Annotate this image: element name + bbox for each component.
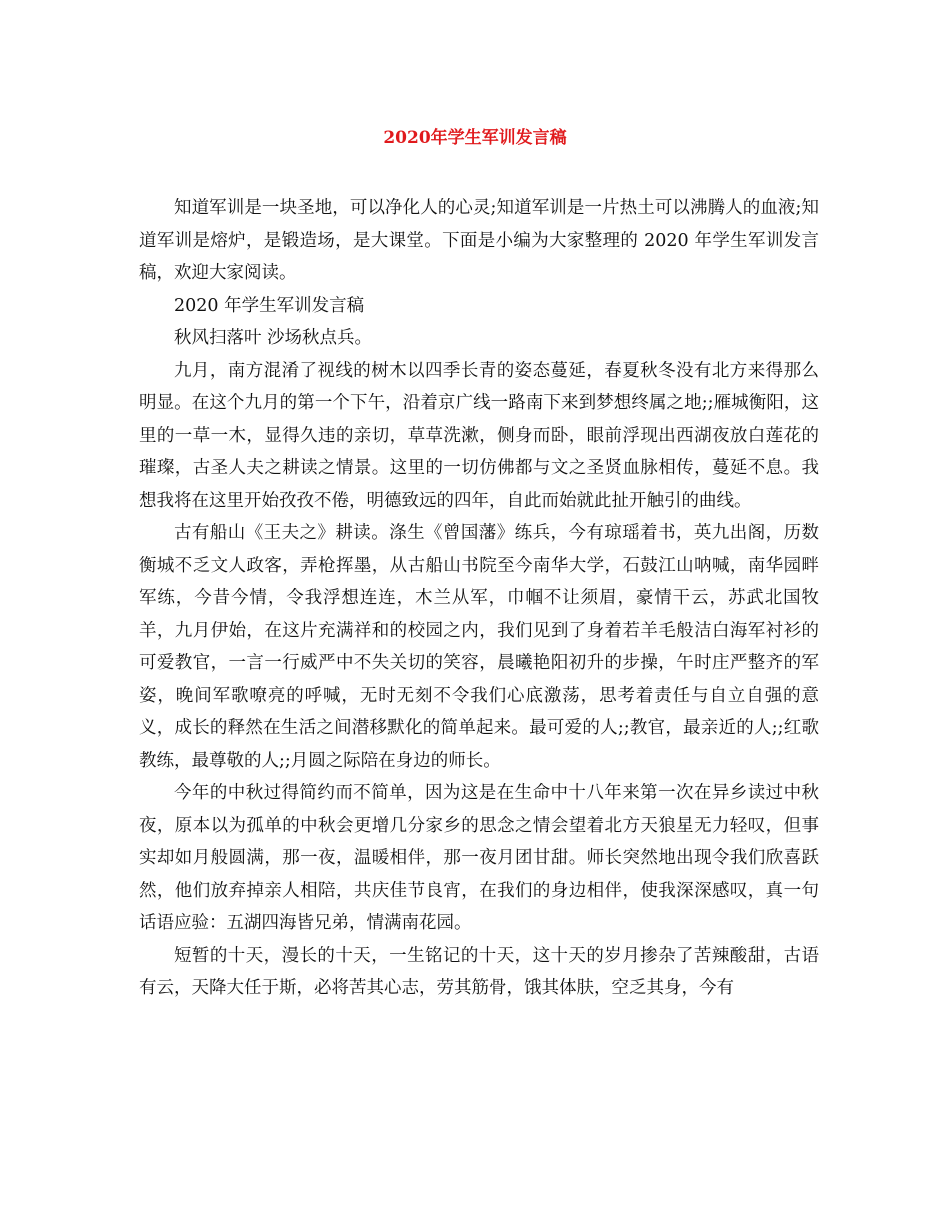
document-body — [139, 192, 819, 1005]
document-title: 2020年学生军训发言稿 — [383, 128, 567, 148]
body-paragraph: 古有船山《王夫之》耕读。涤生《曾国藩》练兵，今有琼瑶着书，英九出阁，历数衡城不乏文人政客，弄枪挥墨，从古船山书院至今南华大学，石鼓江山呐喊，南华园畔军练，今昔今情，令我浮想连连，木兰从军，巾帼不让须眉，豪情干云，苏武北国牧羊，九月伊始，在这片充满祥和的校园之内，我们见到了身着若羊毛般洁白海军衬衫的可爱教官，一言一行威严中不失关切的笑容，晨曦艳阳初升的步操，午时庄严整齐的军姿，晚间军歌嘹亮的呼喊，无时无刻不令我们心底激荡，思考着责任与自立自强的意义，成长的释然在生活之间潜移默化的简单起来。最可爱的人;;教官，最亲近的人;;红歌教练，最尊敬的人;;月圆之际陪在身边的师长。 — [139, 523, 819, 771]
subtitle-line: 2020 年学生军训发言稿 — [174, 295, 365, 316]
opening-line: 秋风扫落叶 沙场秋点兵。 — [174, 328, 373, 348]
body-paragraph: 短暂的十天，漫长的十天，一生铭记的十天，这十天的岁月掺杂了苦辣酸甜，古语有云，天降大任于斯，必将苦其心志，劳其筋骨，饿其体肤，空乏其身，今有 — [139, 945, 819, 998]
body-paragraph: 今年的中秋过得简约而不简单，因为这是在生命中十八年来第一次在异乡读过中秋夜，原本以为孤单的中秋会更增几分家乡的思念之情会望着北方天狼星无力轻叹，但事实却如月般圆满，那一夜，温暖相伴，那一夜月团甘甜。师长突然地出现令我们欣喜跃然，他们放弃掉亲人相陪，共庆佳节良宵，在我们的身边相伴，使我深深感叹，真一句话语应验：五湖四海皆兄弟，情满南花园。 — [139, 783, 819, 933]
body-paragraph: 九月，南方混淆了视线的树木以四季长青的姿态蔓延，春夏秋冬没有北方来得那么明显。在这个九月的第一个下午，沿着京广线一路南下来到梦想终属之地;;雁城衡阳，这里的一草一木，显得久违的亲切，草草洗漱，侧身而卧，眼前浮现出西湖夜放白莲花的璀璨，古圣人夫之耕读之情景。这里的一切仿佛都与文之圣贤血脉相传，蔓延不息。我想我将在这里开始孜孜不倦，明德致远的四年，自此而始就此扯开触引的曲线。 — [139, 360, 819, 511]
intro-paragraph: 知道军训是一块圣地，可以净化人的心灵;知道军训是一片热土可以沸腾人的血液;知道军训是熔炉，是锻造场，是大课堂。下面是小编为大家整理的 2020 年学生军训发言稿，欢迎大家阅读。 — [139, 198, 819, 283]
